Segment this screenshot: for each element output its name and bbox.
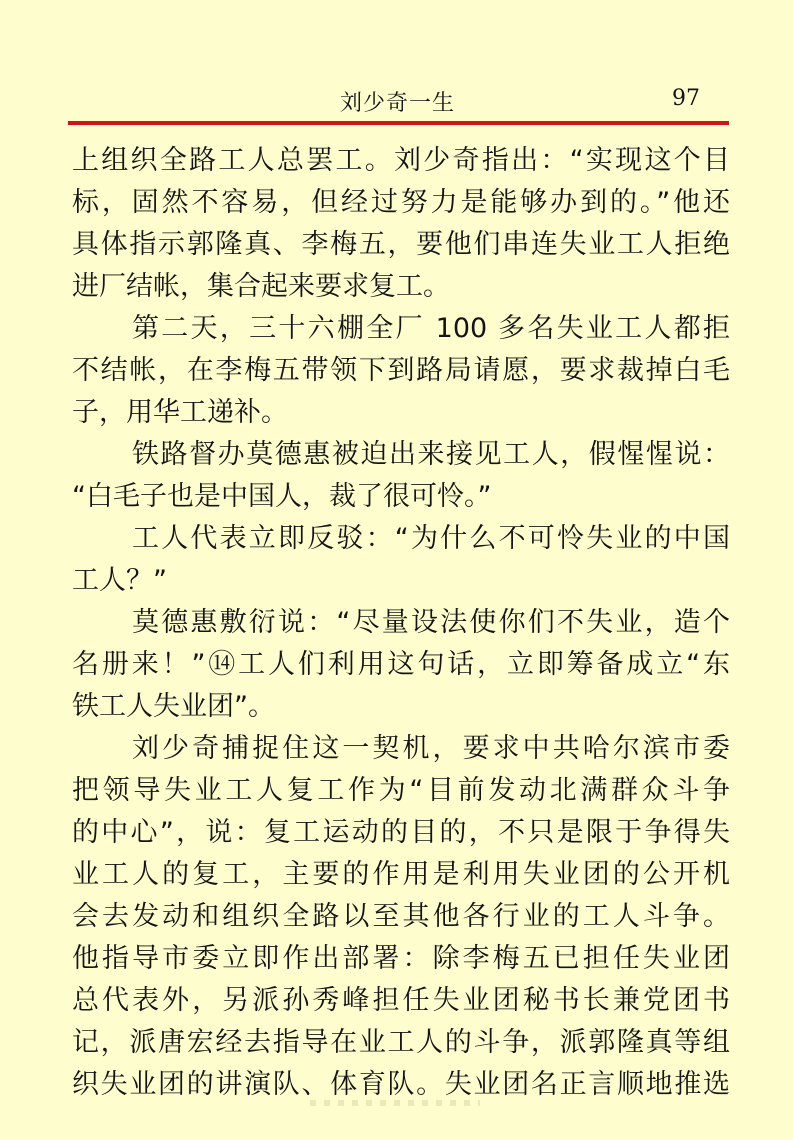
text-line: 铁路督办莫德惠被迫出来接见工人，假惺惺说： [132, 439, 730, 470]
text-line: “白毛子也是中国人，裁了很可怜。” [72, 481, 492, 512]
text-line: 具体指示郭隆真、李梅五，要他们串连失业工人拒绝 [72, 229, 730, 260]
page-header [70, 82, 730, 118]
text-line: 刘少奇捕捉住这一契机，要求中共哈尔滨市委 [132, 733, 730, 764]
text-line: 工人？” [72, 565, 167, 596]
text-line: 织失业团的讲演队、体育队。失业团名正言顺地推选 [72, 1069, 730, 1100]
text-line: 总代表外，另派孙秀峰担任失业团秘书长兼党团书 [72, 985, 730, 1016]
text-line: 不结帐，在李梅五带领下到路局请愿，要求裁掉白毛 [72, 355, 730, 386]
text-line: 莫德惠敷衍说：“尽量设法使你们不失业，造个 [132, 607, 730, 638]
text-line: 上组织全路工人总罢工。刘少奇指出：“实现这个目 [72, 145, 730, 176]
text-line: 记，派唐宏经去指导在业工人的斗争，派郭隆真等组 [72, 1027, 730, 1058]
text-line: 他指导市委立即作出部署：除李梅五已担任失业团 [72, 943, 730, 974]
text-line: 把领导失业工人复工作为“目前发动北满群众斗争 [72, 775, 730, 806]
body-text [72, 140, 730, 1106]
text-line: 工人代表立即反驳：“为什么不可怜失业的中国 [132, 523, 730, 554]
text-line: 会去发动和组织全路以至其他各行业的工人斗争。 [72, 901, 730, 932]
page-number: 97 [672, 86, 700, 111]
text-line: 名册来！”⑭工人们利用这句话，立即筹备成立“东 [72, 649, 730, 680]
header-rule [68, 121, 729, 125]
text-line: 标，固然不容易，但经过努力是能够办到的。”他还 [72, 187, 730, 218]
text-line: 铁工人失业团”。 [72, 691, 275, 722]
text-line: 业工人的复工，主要的作用是利用失业团的公开机 [72, 859, 730, 890]
running-title: 刘少奇一生 [340, 91, 456, 116]
text-line: 的中心”，说：复工运动的目的，不只是限于争得失 [72, 817, 730, 848]
text-line: 第二天，三十六棚全厂 100 多名失业工人都拒 [132, 313, 730, 344]
scan-smudge [310, 1100, 480, 1106]
text-line: 进厂结帐，集合起来要求复工。 [72, 271, 450, 302]
text-line: 子，用华工递补。 [72, 397, 288, 428]
